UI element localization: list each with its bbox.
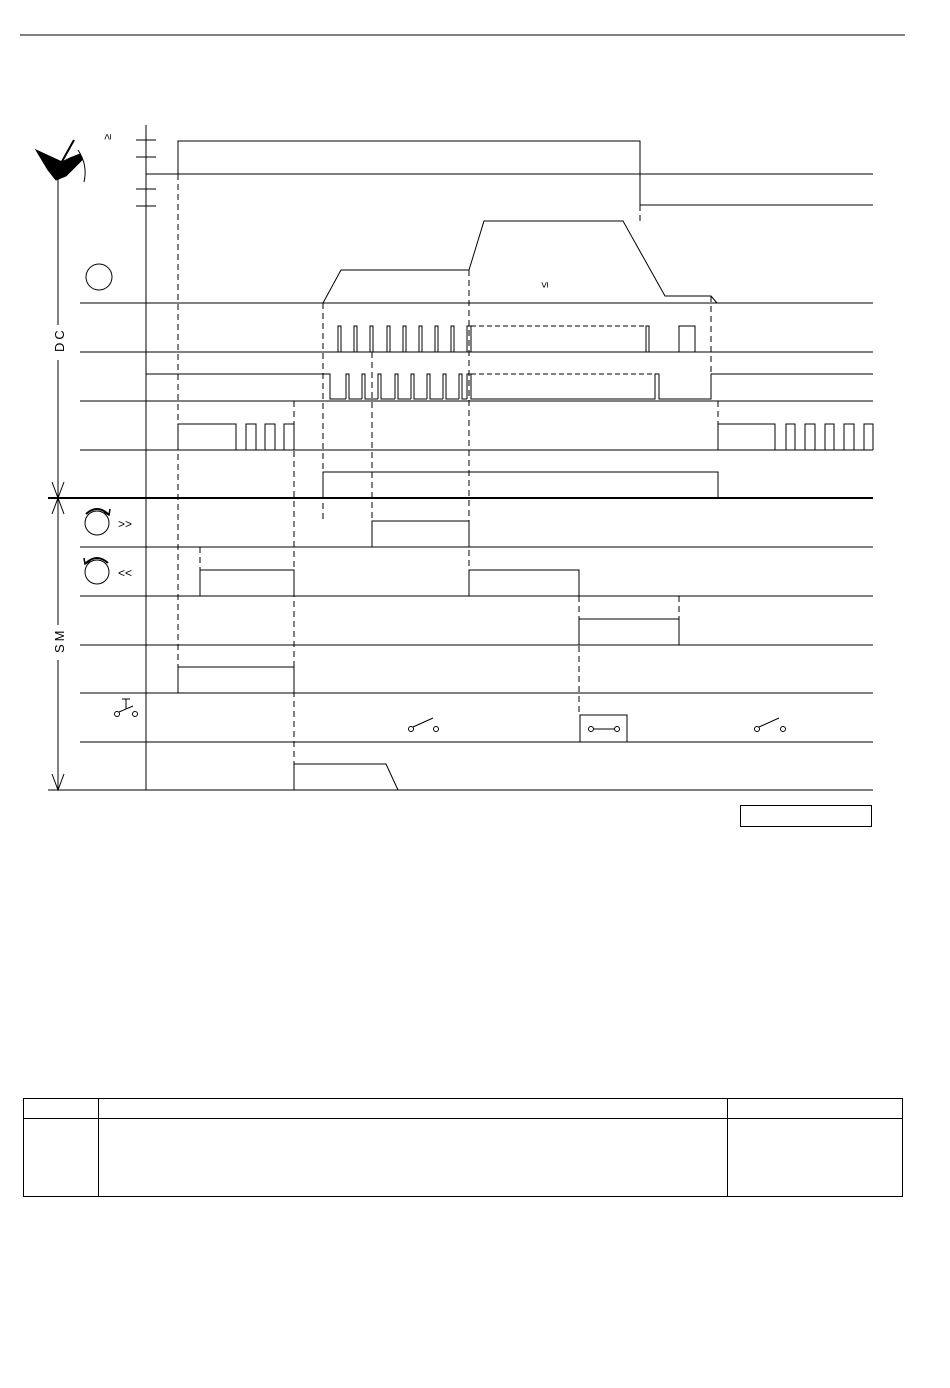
signal-pulse-b: [146, 374, 873, 399]
signal-row-10: [146, 667, 873, 693]
signal-pulse-c: [146, 424, 873, 450]
le-symbol: ≤: [539, 281, 551, 288]
signal-row-12: [294, 764, 398, 790]
switch-open-1: [409, 718, 439, 732]
table-header-cell: [99, 1099, 728, 1119]
group-label-sm: SM: [52, 627, 67, 653]
table-body-cell: [728, 1119, 903, 1197]
ge-symbol: ≥: [102, 133, 114, 140]
fwd-symbol: >>: [118, 517, 133, 531]
brake-switch-icon: [115, 699, 138, 717]
motor-circle-icon: [86, 264, 112, 290]
row-separators: [48, 174, 873, 790]
footer-table: [23, 1098, 903, 1197]
table-header-cell: [24, 1099, 99, 1119]
switch-closed: [580, 715, 627, 742]
timing-guides: [178, 174, 718, 764]
signal-pedal: [178, 141, 873, 205]
table-body-cell: [99, 1119, 728, 1197]
table-header-cell: [728, 1099, 903, 1119]
signal-enable: [146, 472, 718, 498]
switch-open-2: [755, 718, 786, 732]
signal-row-9: [146, 619, 873, 645]
rotate-ccw-icon: [84, 558, 109, 584]
signal-reverse: [146, 570, 873, 596]
signal-speed: [323, 221, 717, 303]
table-body-cell: [24, 1119, 99, 1197]
signal-pulse-a: [338, 326, 695, 352]
pedal-icon: [36, 140, 85, 182]
reference-box: [740, 805, 872, 827]
group-label-dc: DC: [52, 327, 67, 352]
signal-forward: [146, 521, 873, 547]
rotate-cw-icon: [85, 509, 110, 535]
rev-symbol: <<: [118, 566, 133, 580]
